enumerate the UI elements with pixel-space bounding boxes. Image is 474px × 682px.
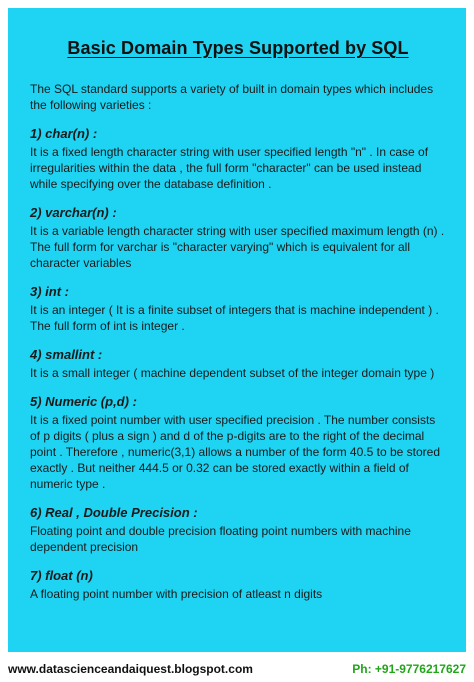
- section-heading: 6) Real , Double Precision :: [30, 505, 198, 520]
- section-body: Floating point and double precision floating point numbers with machine dependent precision: [30, 524, 411, 554]
- section-int: [30, 283, 446, 334]
- section-heading: 7) float (n): [30, 568, 93, 583]
- section-heading: 1) char(n) :: [30, 126, 98, 141]
- section-char: [30, 125, 446, 192]
- footer-phone: Ph: +91-9776217627: [352, 662, 466, 676]
- section-heading: 5) Numeric (p,d) :: [30, 394, 137, 409]
- section-varchar: [30, 204, 446, 271]
- footer: [8, 660, 466, 678]
- section-body: A floating point number with precision of atleast n digits: [30, 587, 323, 601]
- intro-text: The SQL standard supports a variety of built in domain types which includes the following varieties :: [30, 82, 434, 112]
- section-body: It is an integer ( It is a finite subset of integers that is machine independent ) . The full form of int is integer .: [30, 303, 439, 333]
- section-body: It is a fixed point number with user specified precision . The number consists of p digits ( plus a sign ) and d of the p-digits are to the right of the decimal point . Therefore , numeric(3,1) allows a number of the form 40.5 to be stored exactly . But neither 444.5 or 0.32 can be stored exactly within a field of numeric type .: [30, 413, 440, 491]
- section-real-double: [30, 504, 446, 555]
- section-heading: 2) varchar(n) :: [30, 205, 117, 220]
- page-title: Basic Domain Types Supported by SQL: [67, 38, 409, 58]
- section-float: [30, 567, 446, 602]
- footer-website: www.datascienceandaiquest.blogspot.com: [8, 662, 253, 676]
- content-panel: [8, 8, 466, 652]
- section-smallint: [30, 346, 446, 381]
- section-heading: 3) int :: [30, 284, 69, 299]
- section-numeric: [30, 393, 446, 492]
- section-body: It is a variable length character string with user specified maximum length (n) . The full form for varchar is "character varying" which is equivalent for all character variables: [30, 224, 445, 270]
- section-heading: 4) smallint :: [30, 347, 103, 362]
- section-body: It is a small integer ( machine dependent subset of the integer domain type ): [30, 366, 435, 380]
- section-body: It is a fixed length character string with user specified length "n" . In case of irregularities within the data , the full form "character" can be used instead while specifying over the database definition .: [30, 145, 429, 191]
